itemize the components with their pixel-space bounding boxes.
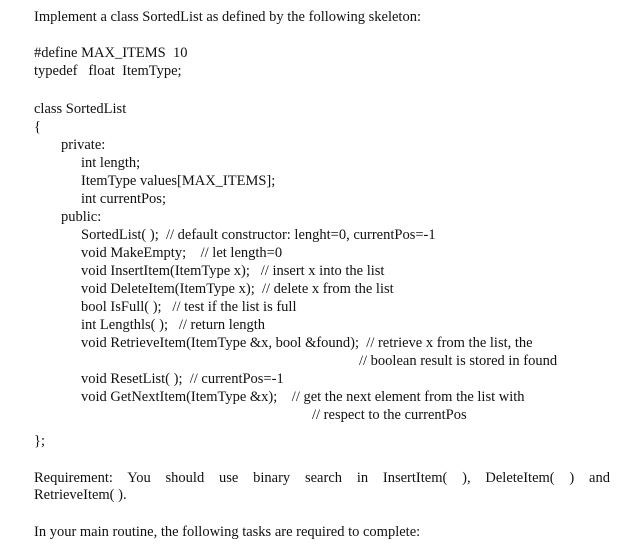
intro-text: Implement a class SortedList as defined by the following skeleton: — [34, 9, 421, 25]
typedef-line: typedef float ItemType; — [34, 63, 182, 79]
method-makeempty: void MakeEmpty; // let length=0 — [81, 245, 283, 261]
class-declaration: class SortedList — [34, 101, 127, 117]
method-insertitem: void InsertItem(ItemType x); // insert x into the list — [81, 263, 385, 279]
method-length: int Lengthls( ); // return length — [81, 317, 266, 333]
member-values: ItemType values[MAX_ITEMS]; — [81, 173, 276, 189]
requirement-line-2: RetrieveItem( ). — [34, 487, 127, 503]
define-line: #define MAX_ITEMS 10 — [34, 45, 188, 61]
method-isfull: bool IsFull( ); // test if the list is full — [81, 299, 297, 315]
private-label: private: — [61, 137, 106, 153]
method-retrieveitem: void RetrieveItem(ItemType &x, bool &found); // retrieve x from the list, the — [81, 335, 533, 351]
method-resetlist: void ResetList( ); // currentPos=-1 — [81, 371, 284, 387]
member-length: int length; — [81, 155, 141, 171]
open-brace: { — [34, 119, 41, 135]
getnextitem-comment-continuation: // respect to the currentPos — [312, 407, 467, 423]
member-currentpos: int currentPos; — [81, 191, 166, 207]
method-constructor: SortedList( ); // default constructor: lenght=0, currentPos=-1 — [81, 227, 436, 243]
public-label: public: — [61, 209, 102, 225]
method-deleteitem: void DeleteItem(ItemType x); // delete x from the list — [81, 281, 394, 297]
close-brace: }; — [34, 433, 45, 449]
retrieveitem-comment-continuation: // boolean result is stored in found — [359, 353, 558, 369]
method-getnextitem: void GetNextItem(ItemType &x); // get the next element from the list with — [81, 389, 525, 405]
requirement-line-1: Requirement: You should use binary search in InsertItem( ), DeleteItem( ) and — [34, 470, 610, 486]
main-routine-text: In your main routine, the following tasks are required to complete: — [34, 524, 421, 540]
